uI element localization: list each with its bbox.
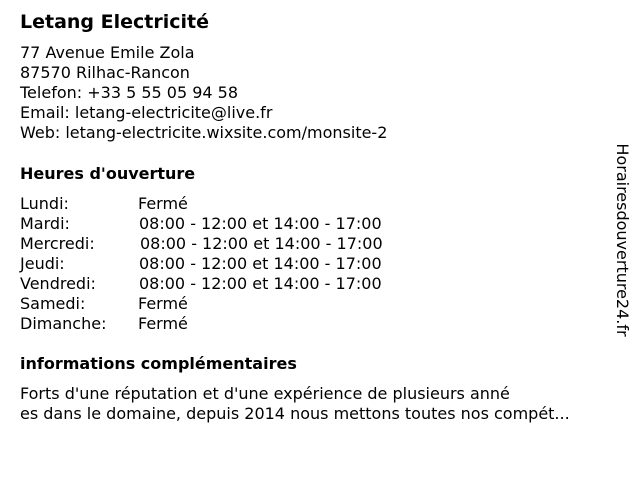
day-label: Vendredi: <box>20 274 96 293</box>
day-label: Mercredi: <box>20 234 95 253</box>
opening-hours-table <box>20 194 440 334</box>
opening-hours-heading: Heures d'ouverture <box>20 164 196 183</box>
site-watermark: Horairesdouverture24.fr <box>613 143 632 337</box>
day-label: Lundi: <box>20 194 69 213</box>
hours-row-vendredi <box>20 274 440 294</box>
hours-value: Fermé <box>138 194 188 213</box>
hours-row-samedi <box>20 294 440 314</box>
hours-value: 08:00 - 12:00 et 14:00 - 17:00 <box>140 234 383 253</box>
hours-value: 08:00 - 12:00 et 14:00 - 17:00 <box>139 254 382 273</box>
hours-value: Fermé <box>138 314 188 333</box>
hours-value: 08:00 - 12:00 et 14:00 - 17:00 <box>139 274 382 293</box>
business-name: Letang Electricité <box>20 11 209 33</box>
info-line: es dans le domaine, depuis 2014 nous mettons toutes nos compét... <box>20 404 570 423</box>
email-address: Email: letang-electricite@live.fr <box>20 103 273 122</box>
contact-block <box>20 43 387 143</box>
day-label: Jeudi: <box>20 254 65 273</box>
additional-info-text <box>20 384 570 424</box>
additional-info-heading: informations complémentaires <box>20 354 297 373</box>
day-label: Samedi: <box>20 294 86 313</box>
address-city: 87570 Rilhac-Rancon <box>20 63 190 82</box>
address-street: 77 Avenue Emile Zola <box>20 43 195 62</box>
hours-value: Fermé <box>138 294 188 313</box>
hours-row-jeudi <box>20 254 440 274</box>
day-label: Dimanche: <box>20 314 107 333</box>
info-line: Forts d'une réputation et d'une expérience de plusieurs anné <box>20 384 510 403</box>
hours-row-lundi <box>20 194 440 214</box>
hours-value: 08:00 - 12:00 et 14:00 - 17:00 <box>139 214 382 233</box>
phone-number: Telefon: +33 5 55 05 94 58 <box>20 83 239 102</box>
day-label: Mardi: <box>20 214 70 233</box>
hours-row-mardi <box>20 214 440 234</box>
hours-row-mercredi <box>20 234 440 254</box>
hours-row-dimanche <box>20 314 440 334</box>
website-url: Web: letang-electricite.wixsite.com/monsite-2 <box>20 123 388 142</box>
